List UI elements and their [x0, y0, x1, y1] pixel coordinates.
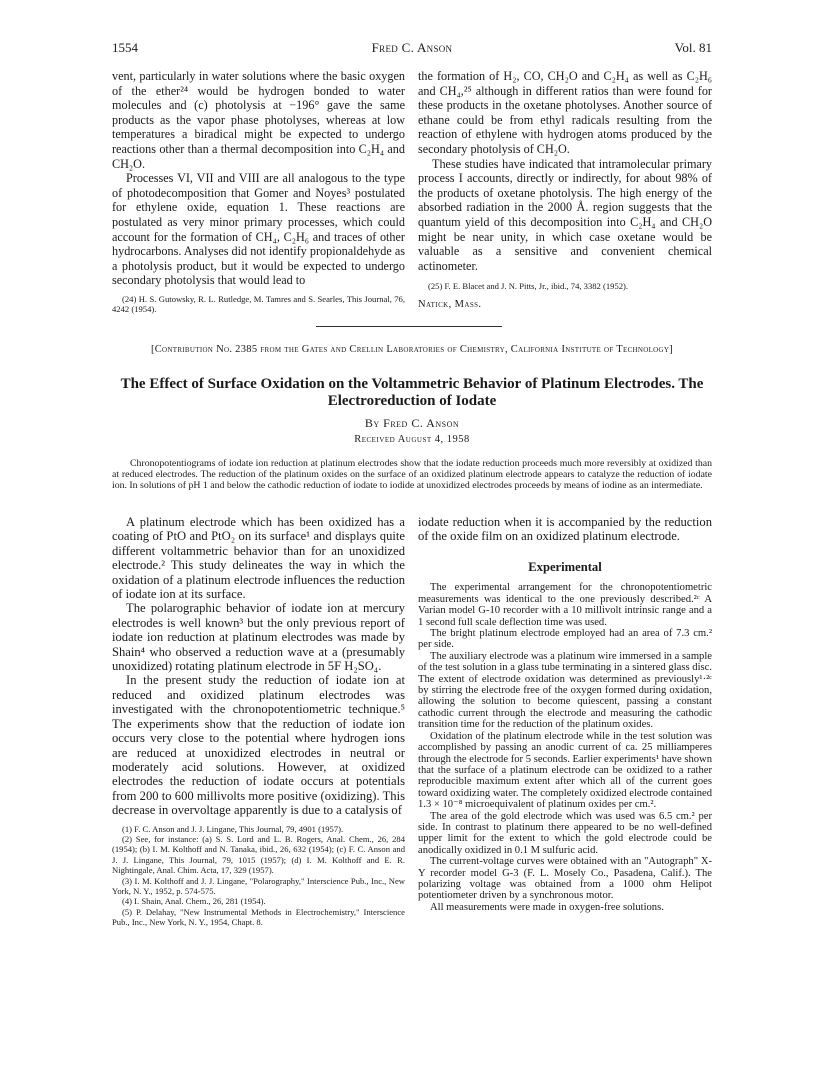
abstract-text: Chronopotentiograms of iodate ion reduction at platinum electrodes show that the iodate reduction proceeds much more reversibly at oxidized than at reduced electrodes. The reduction of the platinum oxides on the surface of an oxidized platinum electrode appears to catalyze the reduction of iodate ion. In solutions of pH 1 and below the cathodic reduction of iodate to iodide at unoxidized electrodes proceeds by means of iodine as an intermediate. [112, 458, 712, 492]
volume-number: Vol. 81 [674, 40, 712, 55]
contribution-note: [Contribution No. 2385 from the Gates and Crellin Laboratories of Chemistry, California Institute of Technology] [150, 344, 674, 355]
paragraph: The bright platinum electrode employed had an area of 7.3 cm.² per side. [418, 628, 712, 651]
footnote: (24) H. S. Gutowsky, R. L. Rutledge, M. Tamres and S. Searles, This Journal, 76, 4242 (1954). [112, 293, 405, 315]
received-date: Received August 4, 1958 [354, 434, 470, 445]
previous-article-right-column [418, 69, 712, 312]
previous-article-left-column [112, 69, 405, 315]
footnote: (4) I. Shain, Anal. Chem., 26, 281 (1954). [122, 896, 266, 907]
paragraph: The experimental arrangement for the chronopotentiometric measurements was identical to the one previously described.²ᶜ A Varian model G-10 recorder with a 10 millivolt intrinsic range and a 1 second full scale deflection time was used. [418, 582, 712, 628]
footnote: (3) I. M. Kolthoff and J. J. Lingane, "Polarography," Interscience Pub., Inc., New York, N. Y., 1952, p. 574-575. [112, 875, 405, 896]
article-right-column [418, 515, 712, 913]
paragraph: The polarographic behavior of iodate ion at mercury electrodes is well known³ but the only previous report of iodate ion reduction at platinum electrodes was made by Shain⁴ who observed a reduction wave at a (presumably unoxidized) rotating platinum electrode in 5F H₂SO₄. [112, 601, 405, 674]
byline: By Fred C. Anson [364, 416, 460, 430]
paragraph: All measurements were made in oxygen-free solutions. [430, 901, 664, 913]
footnote: (5) P. Delahay, "New Instrumental Methods in Electrochemistry," Interscience Pub., Inc., New York, N. Y., 1954, Chapt. 8. [112, 906, 405, 928]
article-left-column [112, 515, 405, 928]
footnote: (25) F. E. Blacet and J. N. Pitts, Jr., ibid., 74, 3382 (1952). [428, 281, 629, 292]
footnote: (1) F. C. Anson and J. J. Lingane, This Journal, 79, 4901 (1957). [122, 823, 344, 834]
footnote: (2) See, for instance: (a) S. S. Lord and L. B. Rogers, Anal. Chem., 26, 284 (1954); (b) I. M. Kolthoff and N. Tanaka, ibid., 26, 632 (1954); (c) F. C. Anson and J. J. Lingane, This Journal, 79, 1015 (1957); (d) I. M. Kolthoff and E. R. Nightingale, Anal. Chim. Acta, 17, 329 (1957). [112, 833, 405, 876]
page-number: 1554 [112, 40, 138, 55]
footnote-block [418, 281, 712, 291]
running-head [112, 40, 712, 58]
article-separator [316, 326, 502, 327]
author-location: Natick, Mass. [418, 298, 482, 310]
paragraph: In the present study the reduction of iodate ion at reduced and oxidized platinum electrodes was investigated with the chronopotentiometric technique.⁵ The experiments show that the reduction of iodate ion occurs very close to the potential where hydrogen ions are reduced at unoxidized electrodes in neutral or moderately acid solutions. However, at oxidized electrodes the reduction of iodate occurs at potentials from 200 to 600 millivolts more positive (oxidizing). This decrease in overvoltage apparently is due to a catalysis of [112, 673, 405, 818]
paragraph: iodate reduction when it is accompanied by the reduction of the oxide film on an oxidized platinum electrode. [418, 515, 712, 544]
abstract [112, 458, 712, 492]
paragraph: A platinum electrode which has been oxidized has a coating of PtO and PtO₂ on its surface¹ and displays quite different voltammetric behavior than for an unoxidized electrode.² This study delineates the way in which the oxidation of a platinum electrode influences the reduction of iodate ion at its surface. [112, 515, 405, 602]
paragraph: The current-voltage curves were obtained with an "Autograph" X-Y recorder model G-3 (F. L. Mosely Co., Pasadena, Calif.). The polarizing voltage was obtained from a 1000 ohm Helipot potentiometer driven by a synchronous motor. [418, 856, 712, 902]
section-heading: Experimental [528, 559, 602, 574]
paragraph: the formation of H₂, CO, CH₂O and C₂H₄ as well as C₂H₆ and CH₄,²⁵ although in different ratios than were found for these products in the oxetane photolyses. Another source of ethane could be from ethyl radicals resulting from the reaction of ethylene with hydrogen atoms produced by the secondary photolysis of CH₂O. [418, 69, 712, 156]
paragraph: The auxiliary electrode was a platinum wire immersed in a sample of the test solution in a glass tube terminating in a sintered glass disc. The extent of electrode oxidation was determined as previously¹·²ᶜ by stirring the electrode free of the oxygen formed during oxidation, allowing the solution to become quiescent, passing a constant cathodic current through the electrode and measuring the cathodic transition time for the reduction of the platinum oxides. [418, 650, 712, 731]
paragraph: Processes VI, VII and VIII are all analogous to the type of photodecomposition that Gomer and Noyes³ postulated for ethylene oxide, equation 1. These reactions are postulated as very minor primary processes, which could account for the formation of CH₄, C₂H₆ and traces of other hydrocarbons. Analyses did not identify propionaldehyde as a photolysis product, but it would be expected to undergo secondary photolysis that would lead to [112, 171, 405, 288]
footnote-block [112, 824, 405, 928]
running-head-author: Fred C. Anson [371, 40, 453, 55]
paragraph: These studies have indicated that intramolecular primary process I accounts, directly or indirectly, for about 98% of the products of oxetane photolysis. The high energy of the absorbed radiation in the 2000 Å. region suggests that the quantum yield of this decomposition into C₂H₄ and CH₂O might be near unity, in which case oxetane would be valuable as a sensitive and convenient chemical actinometer. [418, 156, 712, 273]
paragraph: Oxidation of the platinum electrode while in the test solution was accomplished by passing an anodic current of ca. 25 milliamperes through the electrode for 5 seconds. Earlier experiments¹ have shown that the surface of a platinum electrode can be oxidized to a rather reproducible maximum extent after which all of the current goes toward oxidizing water. The completely oxidized electrode contained 1.3 × 10⁻⁸ microequivalent of platinum oxides per cm.². [418, 730, 712, 811]
experimental-section [418, 582, 712, 913]
article-title: The Effect of Surface Oxidation on the Voltammetric Behavior of Platinum Electrodes. The Electroreduction of Iodate [120, 376, 704, 409]
paragraph: The area of the gold electrode which was used was 6.5 cm.² per side. In contrast to platinum there appeared to be no well-defined upper limit for the extent to which the gold electrode could be anodically oxidized in 0.1 M sulfuric acid. [418, 810, 712, 856]
paragraph: vent, particularly in water solutions where the basic oxygen of the ether²⁴ would be hydrogen bonded to water molecules and (c) photolysis at −196° gave the same products as the vapor phase photolyses, whereas at low temperatures a biradical might be expected to undergo reactions other than a thermal decomposition into C₂H₄ and CH₂O. [112, 69, 405, 171]
footnote-block [112, 294, 405, 315]
